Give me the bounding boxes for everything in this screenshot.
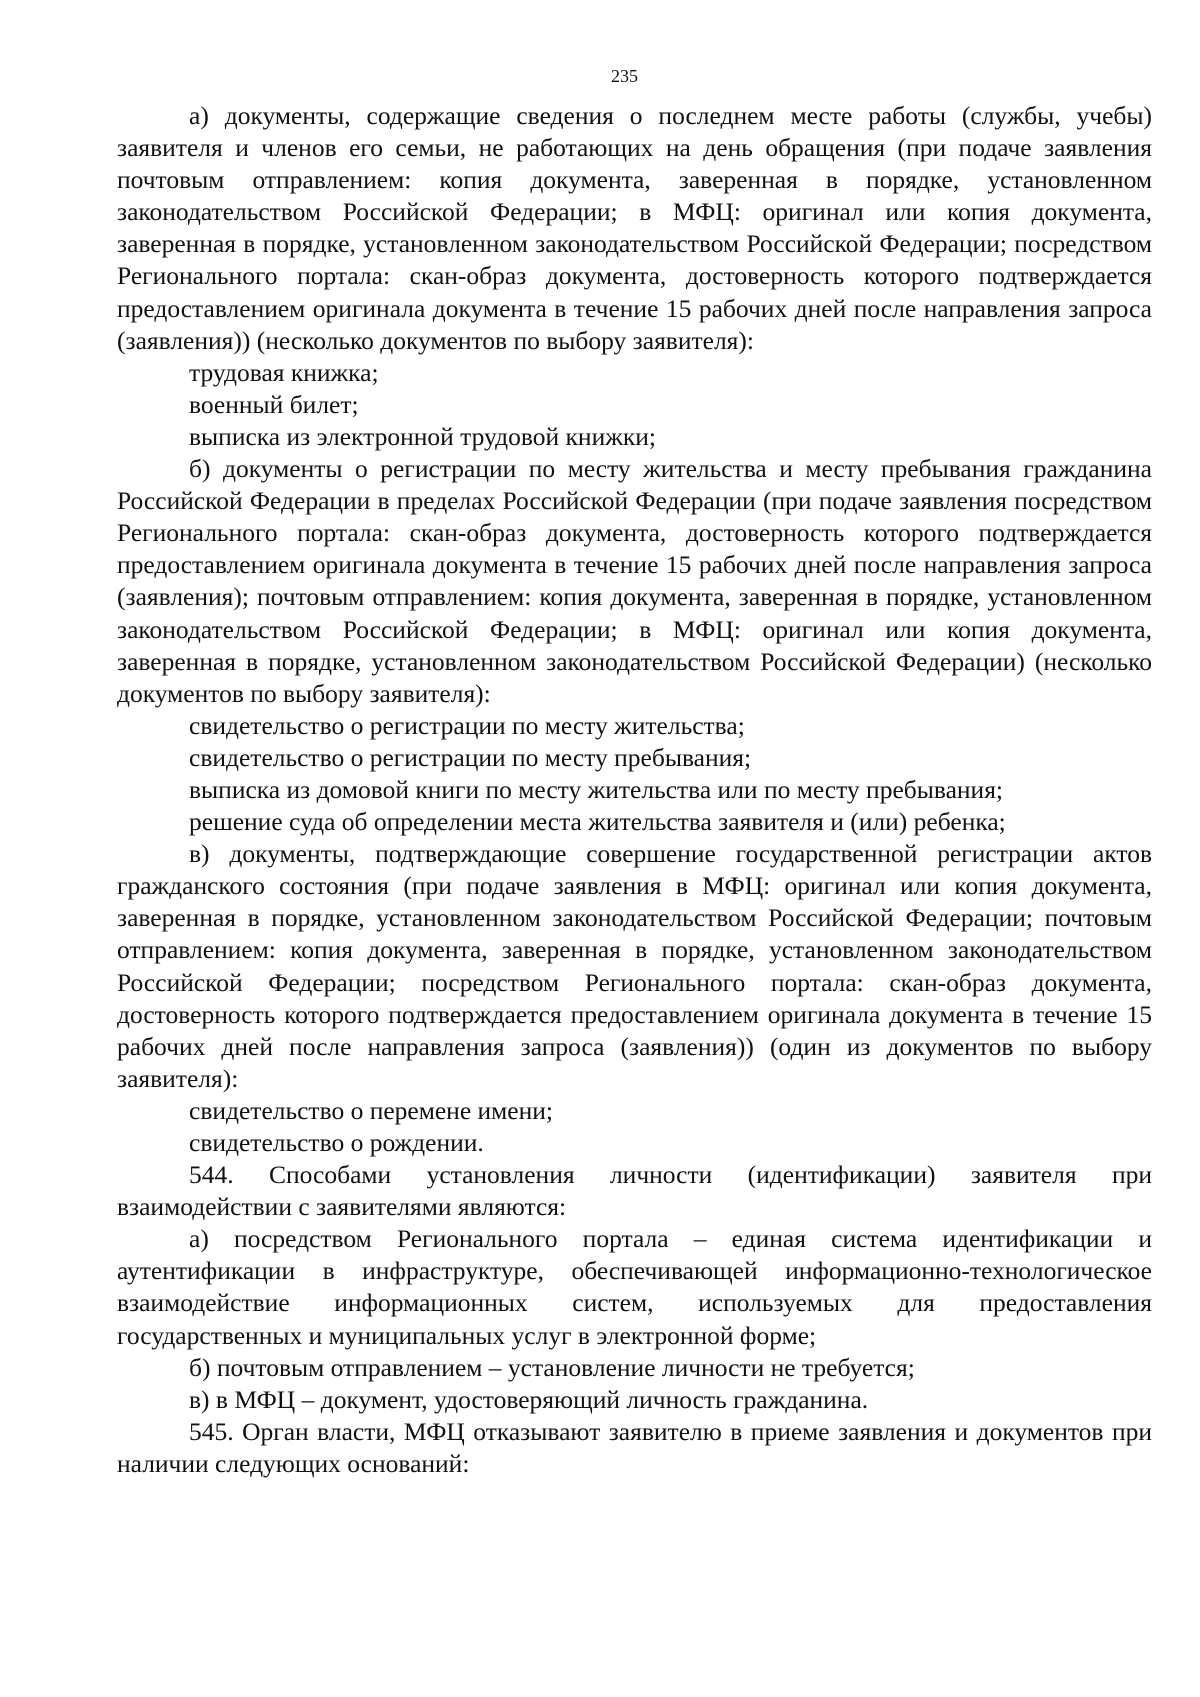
list-item-residence-certificate: свидетельство о регистрации по месту жительства; <box>189 710 745 740</box>
paragraph-544-b: б) почтовым отправлением – установление личности не требуется; <box>189 1352 915 1382</box>
paragraph-c-civil-status-documents: в) документы, подтверждающие совершение государственной регистрации актов гражданского состояния (при подаче заявления в МФЦ: оригинал или копия документа, заверенная в порядке, установленном законодательством Российской Федерации; почтовым отправлением: копия документа, заверенная в порядке, установленном законодательством Российской Федерации; посредством Регионального портала: скан-образ документа, достоверность которого подтверждается предоставлением оригинала документа в течение 15 рабочих дней после направления запроса (заявления)) (один из документов по выбору заявителя): <box>117 839 1152 1093</box>
paragraph-b-registration-documents: б) документы о регистрации по месту жительства и месту пребывания гражданина Российской Федерации в пределах Российской Федерации (при подаче заявления посредством Регионального портала: скан-образ документа, достоверность которого подтверждается предоставлением оригинала документа в течение 15 рабочих дней после направления запроса (заявления); почтовым отправлением: копия документа, заверенная в порядке, установленном законодательством Российской Федерации; в МФЦ: оригинал или копия документа, заверенная в порядке, установленном законодательством Российской Федерации) (несколько документов по выбору заявителя): <box>117 454 1152 708</box>
page-number: 235 <box>611 66 638 86</box>
paragraph-544-a: а) посредством Регионального портала – единая система идентификации и аутентификации в инфраструктуре, обеспечивающей информационно-технологическое взаимодействие информационных систем, используемых для предоставления государственных и муниципальных услуг в электронной форме; <box>117 1224 1152 1350</box>
list-item-house-book-extract: выписка из домовой книги по месту жительства или по месту пребывания; <box>189 774 1004 804</box>
paragraph-545: 545. Орган власти, МФЦ отказывают заявителю в приеме заявления и документов при наличии следующих оснований: <box>117 1416 1152 1478</box>
list-item-name-change-certificate: свидетельство о перемене имени; <box>189 1095 553 1125</box>
list-item-birth-certificate: свидетельство о рождении. <box>189 1128 484 1157</box>
paragraph-544-c: в) в МФЦ – документ, удостоверяющий личность гражданина. <box>189 1384 869 1414</box>
list-item-stay-certificate: свидетельство о регистрации по месту пребывания; <box>189 742 752 772</box>
list-item-court-decision: решение суда об определении места жительства заявителя и (или) ребенка; <box>189 807 1006 837</box>
list-item-military-id: военный билет; <box>189 389 359 419</box>
paragraph-a-work-documents: а) документы, содержащие сведения о последнем месте работы (службы, учебы) заявителя и членов его семьи, не работающих на день обращения (при подаче заявления почтовым отправлением: копия документа, заверенная в порядке, установленном законодательством Российской Федерации; в МФЦ: оригинал или копия документа, заверенная в порядке, установленном законодательством Российской Федерации; посредством Регионального портала: скан-образ документа, достоверность которого подтверждается предоставлением оригинала документа в течение 15 рабочих дней после направления запроса (заявления)) (несколько документов по выбору заявителя): <box>117 101 1152 355</box>
list-item-work-book: трудовая книжка; <box>189 357 379 387</box>
paragraph-544: 544. Способами установления личности (идентификации) заявителя при взаимодействии с заявителями являются: <box>117 1160 1152 1222</box>
list-item-electronic-work-book: выписка из электронной трудовой книжки; <box>189 421 656 451</box>
